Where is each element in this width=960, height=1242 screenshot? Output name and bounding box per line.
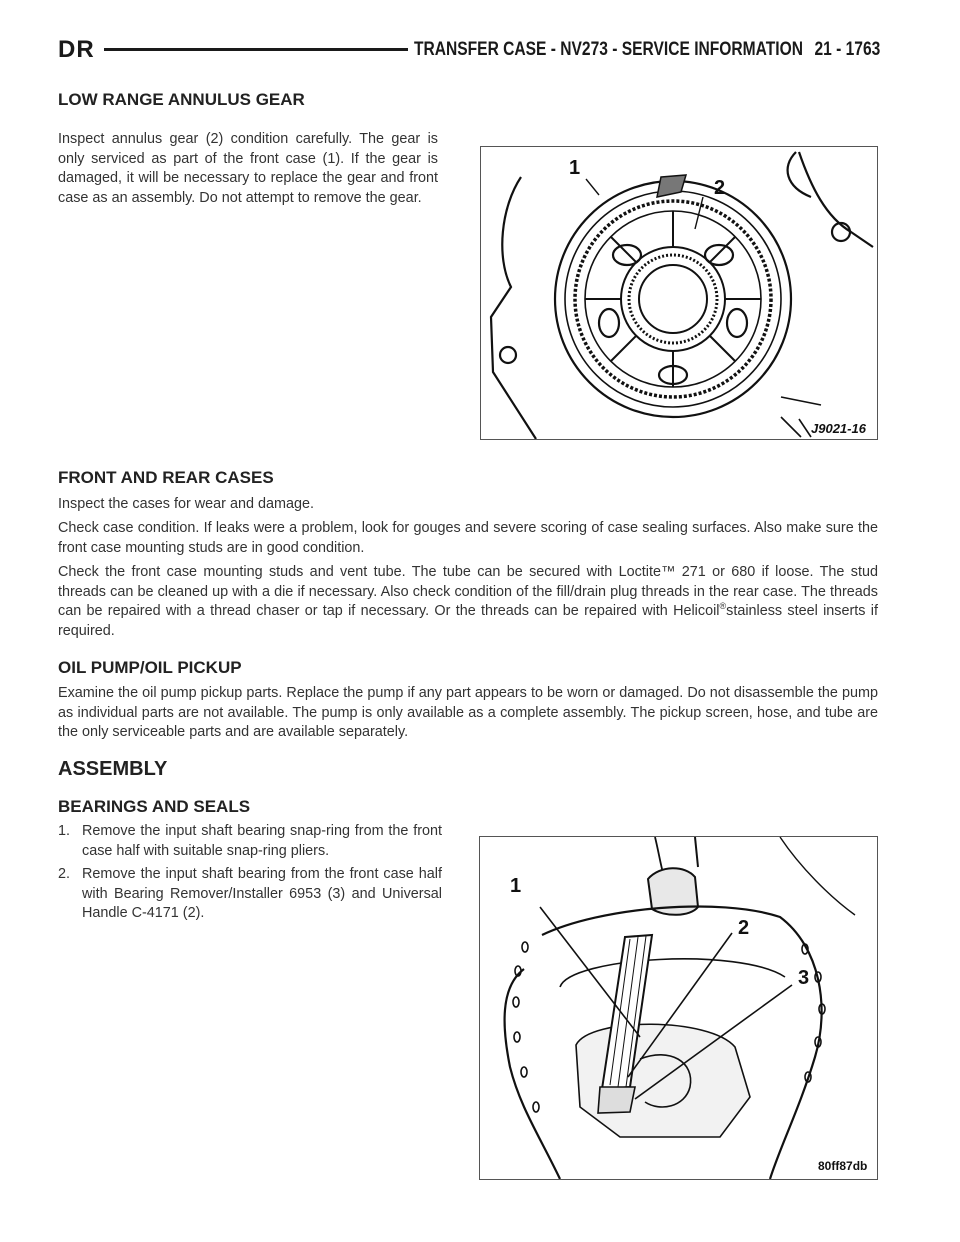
callout-1: 1 xyxy=(569,157,581,179)
callout-2: 2 xyxy=(714,177,726,199)
callout-3: 3 xyxy=(798,967,810,989)
oil-pump-body: Examine the oil pump pickup parts. Replace the pump if any part appears to be worn or damaged. Do not disassemble the pump as individual parts are not available. The pump is only available as a complete assembly. The pickup screen, hose, and tube are the only serviceable parts and are available separately. xyxy=(58,685,878,740)
heading-oil-pump: OIL PUMP/OIL PICKUP xyxy=(58,658,242,677)
heading-bearings-seals: BEARINGS AND SEALS xyxy=(58,797,251,816)
step-text: Remove the input shaft bearing snap-ring from the front case half with suitable snap-ring pliers. xyxy=(82,823,442,859)
step-number: 2. xyxy=(58,866,71,882)
step-number: 1. xyxy=(58,823,71,839)
step-text: Remove the input shaft bearing from the front case half with Bearing Remover/Installer 6953 (3) and Universal Handle C-4171 (2). xyxy=(82,866,442,921)
annulus-gear-illustration xyxy=(481,147,877,439)
step-item xyxy=(58,865,442,924)
cases-paragraph-3 xyxy=(58,563,878,641)
annulus-body: Inspect annulus gear (2) condition carefully. The gear is only serviced as part of the front case (1). If the gear is damaged, it will be necessary to replace the gear and front case as an assembly. Do not attempt to remove the gear. xyxy=(58,131,438,206)
cases-paragraph-1: Inspect the cases for wear and damage. xyxy=(58,496,314,512)
cases-paragraph-3-end: stainless steel inserts if required. xyxy=(58,603,878,639)
page-header xyxy=(58,36,880,66)
assembly-steps xyxy=(58,822,442,928)
figure-code: 80ff87db xyxy=(818,1159,868,1173)
heading-assembly: ASSEMBLY xyxy=(58,758,168,780)
heading-front-rear-cases: FRONT AND REAR CASES xyxy=(58,468,274,487)
header-title: TRANSFER CASE - NV273 - SERVICE INFORMATION xyxy=(414,39,803,60)
figure-code: J9021-16 xyxy=(811,421,866,436)
step-item xyxy=(58,822,442,861)
header-rule xyxy=(104,48,408,51)
header-section-code: DR xyxy=(58,36,95,63)
registered-mark: ® xyxy=(719,601,727,612)
heading-annulus-gear: LOW RANGE ANNULUS GEAR xyxy=(58,90,305,109)
bearing-removal-illustration xyxy=(480,837,877,1179)
callout-1: 1 xyxy=(510,875,522,897)
figure-annulus-gear xyxy=(480,146,878,440)
cases-paragraph-2: Check case condition. If leaks were a problem, look for gouges and severe scoring of case sealing surfaces. Also make sure the front case mounting studs are in good condition. xyxy=(58,520,878,556)
cases-paragraph-3-text: Check the front case mounting studs and vent tube. The tube can be secured with Loctite™ 271 or 680 if loose. The stud threads can be cleaned up with a die if necessary. Also check condition of the fill/drain plug threads in the rear case. The threads can be repaired with a thread chaser or tap if necessary. Or the threads can be repaired with Helicoil xyxy=(58,564,878,619)
callout-2: 2 xyxy=(738,917,750,939)
figure-bearing-removal xyxy=(479,836,878,1180)
page-number: 21 - 1763 xyxy=(814,39,880,60)
